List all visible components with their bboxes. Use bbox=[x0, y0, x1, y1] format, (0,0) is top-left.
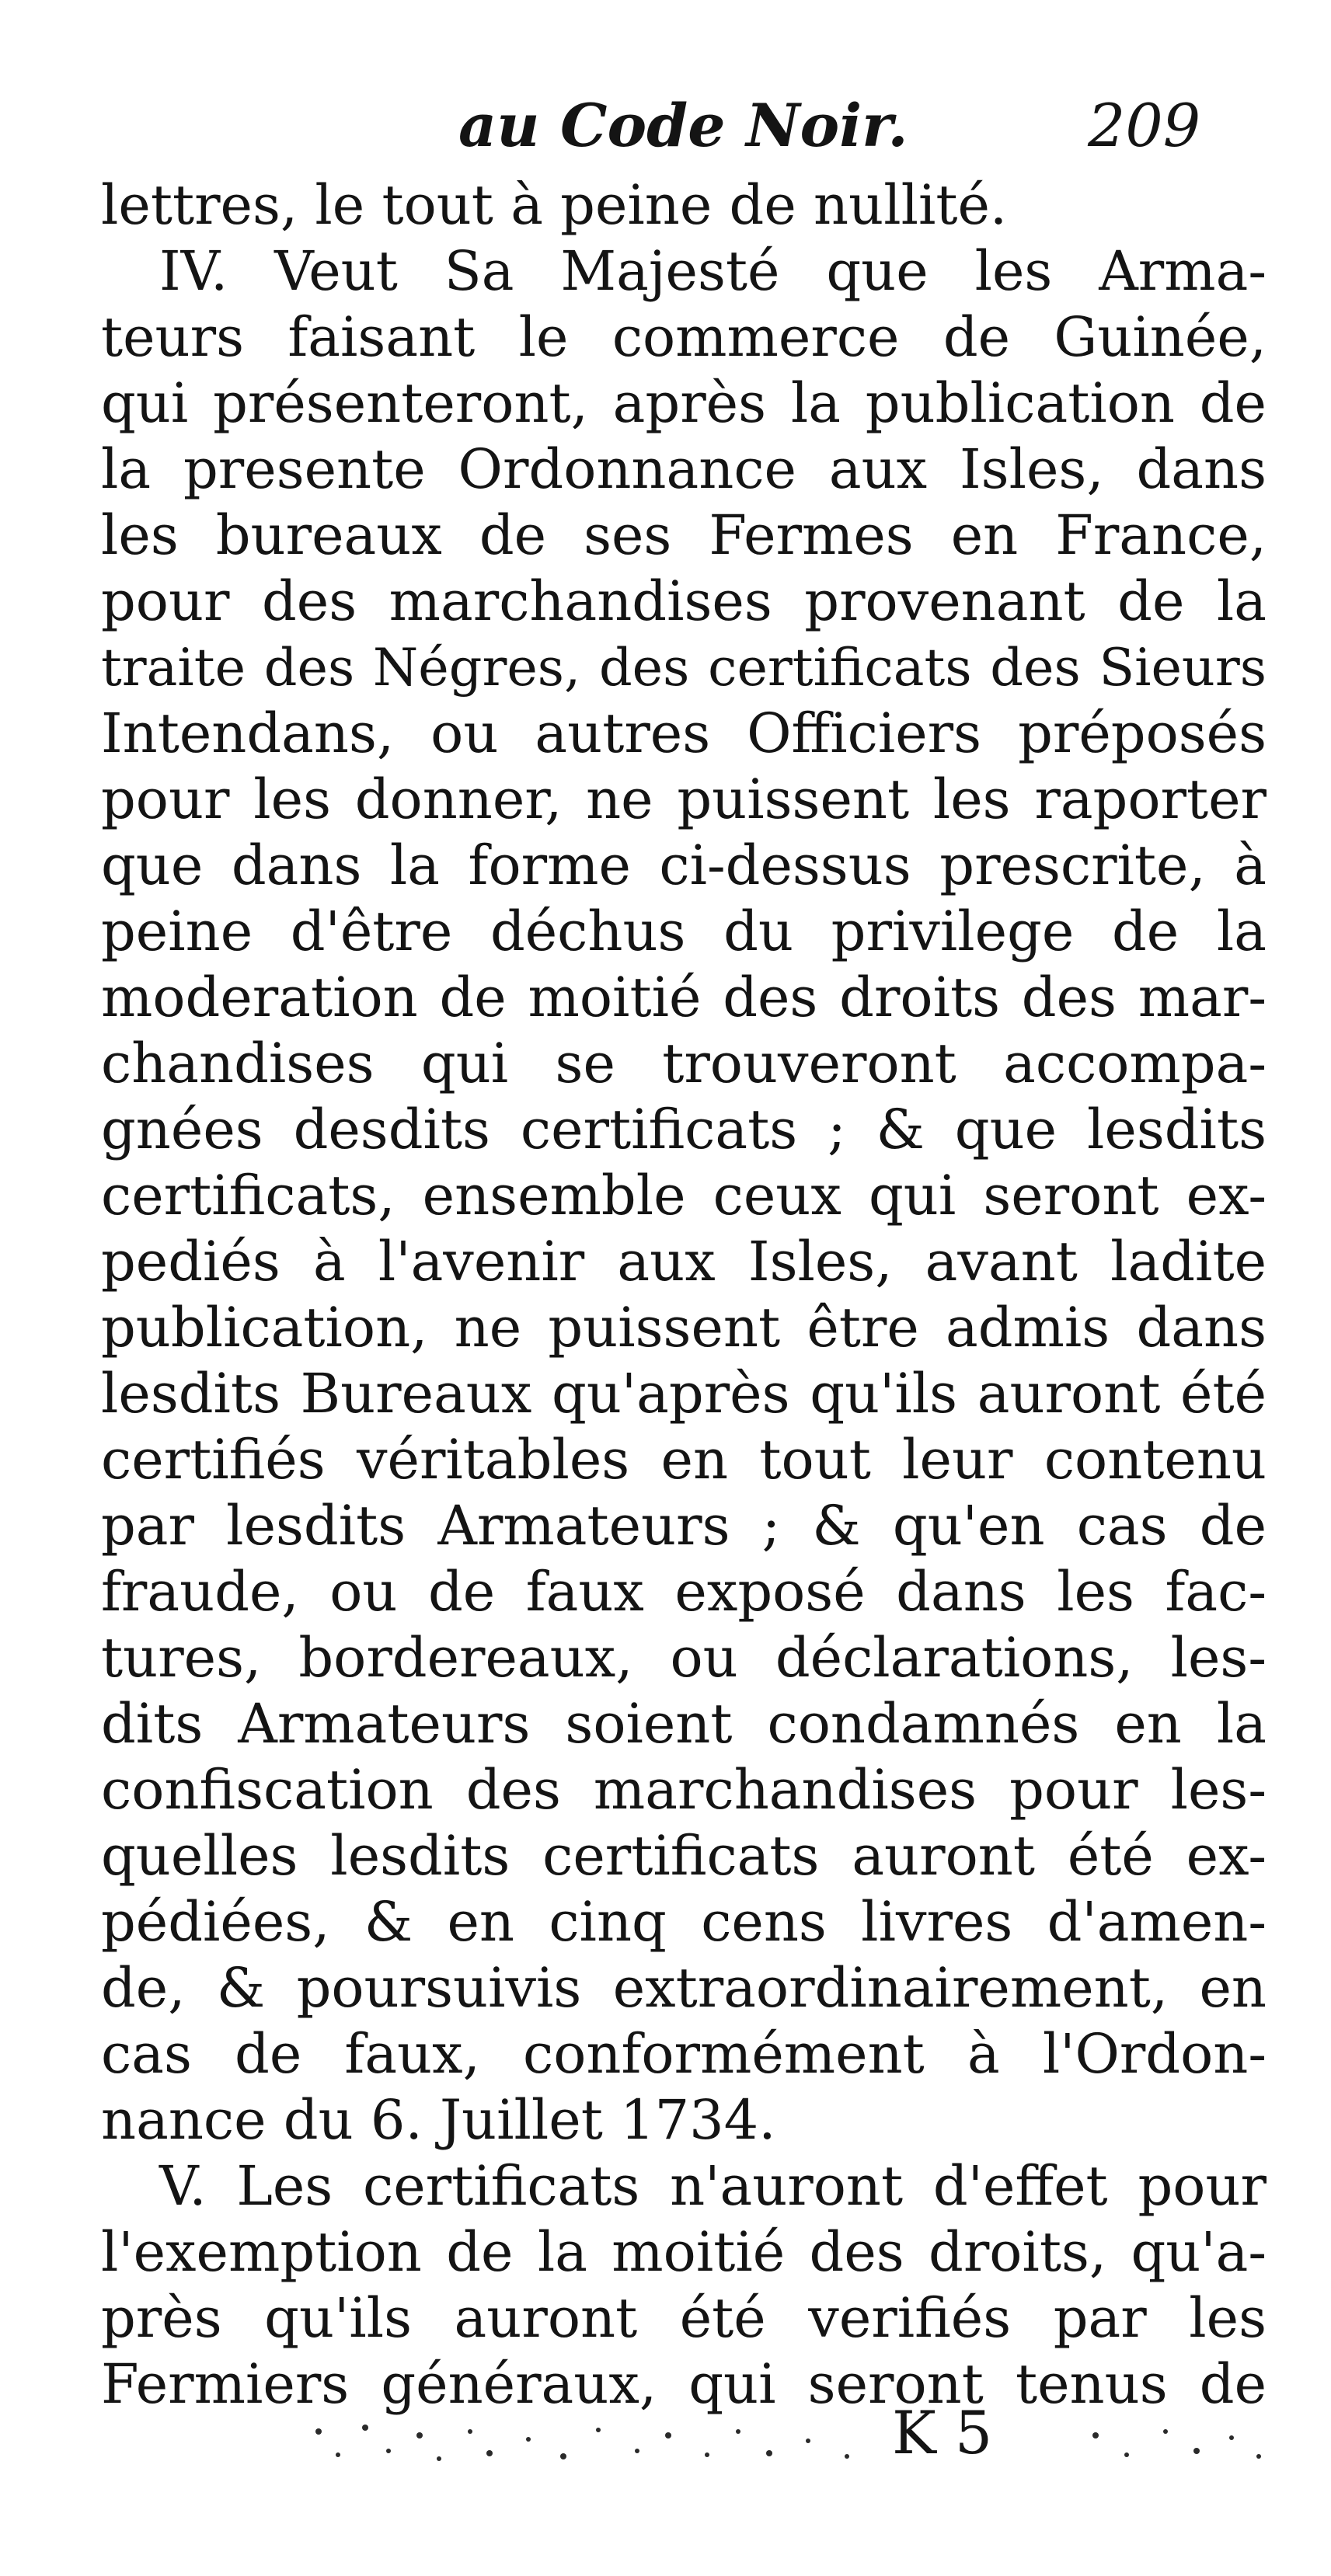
text-line: l'exemption de la moitié des droits, qu'a- bbox=[101, 2220, 1267, 2284]
text-line: quelles lesdits certificats auront été ex- bbox=[101, 1824, 1267, 1888]
text-line: pédiées, & en cinq cens livres d'amen- bbox=[101, 1890, 1267, 1954]
text-line: nance du 6. Juillet 1734. bbox=[101, 2088, 776, 2152]
text-line: peine d'être déchus du privilege de la bbox=[101, 900, 1267, 963]
text-line: certifiés véritables en tout leur contenu bbox=[101, 1428, 1267, 1492]
text-line: teurs faisant le commerce de Guinée, bbox=[101, 305, 1267, 369]
text-line: près qu'ils auront été verifiés par les bbox=[101, 2286, 1267, 2350]
text-line: la presente Ordonnance aux Isles, dans bbox=[101, 437, 1267, 501]
text-line: pediés à l'avenir aux Isles, avant ladite bbox=[101, 1230, 1267, 1293]
text-line: certificats, ensemble ceux qui seront ex- bbox=[101, 1164, 1267, 1227]
text-line: chandises qui se trouveront accompa- bbox=[101, 1032, 1267, 1095]
text-line: fraude, ou de faux exposé dans les fac- bbox=[101, 1560, 1267, 1624]
page-number: 209 bbox=[1088, 91, 1201, 160]
text-line: de, & poursuivis extraordinairement, en bbox=[101, 1956, 1267, 2020]
text-line: Intendans, ou autres Officiers préposés bbox=[101, 701, 1267, 765]
signature-mark: K 5 bbox=[892, 2398, 993, 2467]
body-text bbox=[101, 172, 1267, 2418]
text-line: Fermiers généraux, qui seront tenus de bbox=[101, 2352, 1267, 2416]
text-line: traite des Négres, des certificats des Sieurs bbox=[101, 637, 1267, 698]
text-line: que dans la forme ci-dessus prescrite, à bbox=[101, 834, 1267, 897]
text-line: cas de faux, conformément à l'Ordon- bbox=[101, 2022, 1267, 2086]
text-line: par lesdits Armateurs ; & qu'en cas de bbox=[101, 1494, 1267, 1558]
text-line: lesdits Bureaux qu'après qu'ils auront été bbox=[101, 1362, 1267, 1426]
text-line: pour des marchandises provenant de la bbox=[101, 569, 1267, 633]
ink-specks bbox=[303, 2408, 1274, 2478]
text-line: moderation de moitié des droits des mar- bbox=[101, 966, 1267, 1029]
text-line: les bureaux de ses Fermes en France, bbox=[101, 503, 1267, 567]
text-line: lettres, le tout à peine de nullité. bbox=[101, 173, 1008, 237]
text-line: dits Armateurs soient condamnés en la bbox=[101, 1692, 1267, 1756]
text-line: gnées desdits certificats ; & que lesdits bbox=[101, 1098, 1267, 1161]
text-line: pour les donner, ne puissent les raporter bbox=[101, 768, 1267, 831]
text-line: publication, ne puissent être admis dans bbox=[101, 1296, 1267, 1359]
text-line: V. Les certificats n'auront d'effet pour bbox=[159, 2154, 1267, 2218]
text-line: tures, bordereaux, ou déclarations, les- bbox=[101, 1626, 1267, 1690]
text-line: IV. Veut Sa Majesté que les Arma- bbox=[159, 239, 1267, 303]
text-line: confiscation des marchandises pour les- bbox=[101, 1758, 1267, 1822]
running-head bbox=[0, 87, 1331, 172]
running-title: au Code Noir. bbox=[458, 91, 908, 160]
text-line: qui présenteront, après la publication de bbox=[101, 371, 1267, 435]
